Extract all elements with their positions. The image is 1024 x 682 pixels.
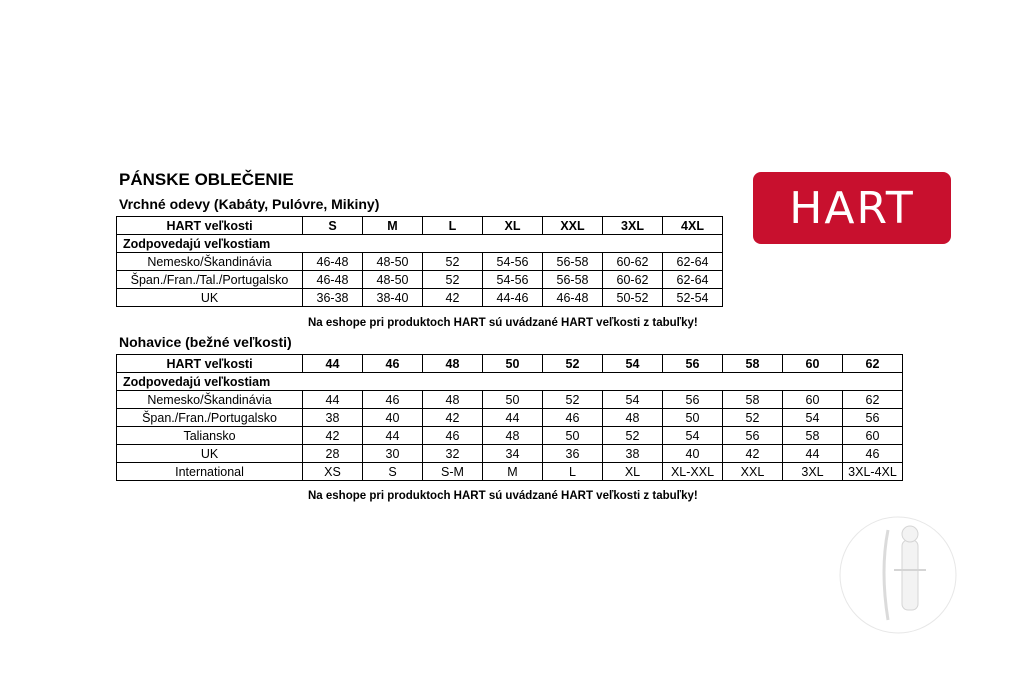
size-cell: 48 [603, 409, 663, 427]
size-cell: 56 [663, 391, 723, 409]
size-cell: 38 [303, 409, 363, 427]
size-cell: 62 [843, 391, 903, 409]
size-cell: 52 [423, 271, 483, 289]
size-cell: 58 [783, 427, 843, 445]
size-cell: 48-50 [363, 253, 423, 271]
size-cell: 54-56 [483, 253, 543, 271]
size-cell: 36-38 [303, 289, 363, 307]
header-cell: HART veľkosti [117, 217, 303, 235]
size-cell: 46 [423, 427, 483, 445]
header-cell: 44 [303, 355, 363, 373]
region-cell: Špan./Fran./Tal./Portugalsko [117, 271, 303, 289]
size-cell: 42 [303, 427, 363, 445]
table-row [117, 391, 903, 409]
size-cell: 50 [543, 427, 603, 445]
region-cell: Nemesko/Škandinávia [117, 391, 303, 409]
subheader-cell: Zodpovedajú veľkostiam [117, 235, 723, 253]
header-cell: 46 [363, 355, 423, 373]
section-heading-outerwear: Vrchné odevy (Kabáty, Pulóvre, Mikiny) [119, 196, 380, 212]
size-cell: 60 [843, 427, 903, 445]
header-cell: 62 [843, 355, 903, 373]
size-cell: 60-62 [603, 253, 663, 271]
region-cell: International [117, 463, 303, 481]
size-table-outerwear [116, 216, 723, 307]
size-cell: 52 [603, 427, 663, 445]
table-header-row [117, 217, 723, 235]
size-cell: 40 [663, 445, 723, 463]
size-cell: 56-58 [543, 271, 603, 289]
size-cell: 50 [483, 391, 543, 409]
size-cell: 38-40 [363, 289, 423, 307]
size-cell: 3XL [783, 463, 843, 481]
table-note: Na eshope pri produktoch HART sú uvádzané HART veľkosti z tabuľky! [308, 490, 698, 502]
page-title: PÁNSKE OBLEČENIE [119, 170, 294, 189]
header-cell: XXL [543, 217, 603, 235]
size-cell: 54 [783, 409, 843, 427]
header-cell: 60 [783, 355, 843, 373]
size-cell: 46-48 [543, 289, 603, 307]
size-cell: L [543, 463, 603, 481]
region-cell: Špan./Fran./Portugalsko [117, 409, 303, 427]
size-cell: S-M [423, 463, 483, 481]
size-cell: 48-50 [363, 271, 423, 289]
size-cell: XL [603, 463, 663, 481]
size-cell: 56 [723, 427, 783, 445]
size-cell: 46 [363, 391, 423, 409]
table-row [117, 427, 903, 445]
size-cell: 62-64 [663, 253, 723, 271]
size-cell: 44 [483, 409, 543, 427]
size-cell: XS [303, 463, 363, 481]
size-cell: 48 [483, 427, 543, 445]
size-cell: 54 [663, 427, 723, 445]
header-cell: S [303, 217, 363, 235]
header-cell: 48 [423, 355, 483, 373]
size-cell: XL-XXL [663, 463, 723, 481]
header-cell: 58 [723, 355, 783, 373]
size-cell: 50-52 [603, 289, 663, 307]
size-cell: 62-64 [663, 271, 723, 289]
size-cell: 60 [783, 391, 843, 409]
region-cell: Taliansko [117, 427, 303, 445]
table-row [117, 463, 903, 481]
size-cell: M [483, 463, 543, 481]
header-cell: L [423, 217, 483, 235]
size-cell: 3XL-4XL [843, 463, 903, 481]
size-cell: 42 [723, 445, 783, 463]
size-cell: 44 [783, 445, 843, 463]
size-cell: 60-62 [603, 271, 663, 289]
table-subheader-row [117, 373, 903, 391]
size-cell: 54-56 [483, 271, 543, 289]
header-cell: XL [483, 217, 543, 235]
table-row [117, 289, 723, 307]
region-cell: UK [117, 445, 303, 463]
size-cell: 40 [363, 409, 423, 427]
size-cell: 44-46 [483, 289, 543, 307]
table-row [117, 253, 723, 271]
subheader-cell: Zodpovedajú veľkostiam [117, 373, 903, 391]
region-cell: UK [117, 289, 303, 307]
size-cell: 56 [843, 409, 903, 427]
header-cell: 54 [603, 355, 663, 373]
header-cell: 52 [543, 355, 603, 373]
size-cell: 28 [303, 445, 363, 463]
size-cell: S [363, 463, 423, 481]
size-cell: 54 [603, 391, 663, 409]
size-cell: 46 [543, 409, 603, 427]
size-cell: 32 [423, 445, 483, 463]
size-cell: 46-48 [303, 253, 363, 271]
size-cell: 42 [423, 289, 483, 307]
mascot-watermark-icon [818, 510, 978, 640]
size-cell: 52 [543, 391, 603, 409]
size-cell: 48 [423, 391, 483, 409]
size-cell: 52 [723, 409, 783, 427]
header-cell: 4XL [663, 217, 723, 235]
size-cell: 50 [663, 409, 723, 427]
size-cell: 56-58 [543, 253, 603, 271]
size-cell: 42 [423, 409, 483, 427]
table-row [117, 271, 723, 289]
table-note: Na eshope pri produktoch HART sú uvádzané HART veľkosti z tabuľky! [308, 317, 698, 329]
header-cell: HART veľkosti [117, 355, 303, 373]
hart-logo [753, 172, 951, 244]
header-cell: 56 [663, 355, 723, 373]
table-row [117, 409, 903, 427]
table-header-row [117, 355, 903, 373]
size-table-trousers [116, 354, 903, 481]
region-cell: Nemesko/Škandinávia [117, 253, 303, 271]
size-cell: 52 [423, 253, 483, 271]
section-heading-trousers: Nohavice (bežné veľkosti) [119, 334, 292, 350]
size-cell: 58 [723, 391, 783, 409]
size-cell: 34 [483, 445, 543, 463]
header-cell: 3XL [603, 217, 663, 235]
size-cell: 36 [543, 445, 603, 463]
size-cell: XXL [723, 463, 783, 481]
size-cell: 30 [363, 445, 423, 463]
size-cell: 46-48 [303, 271, 363, 289]
header-cell: M [363, 217, 423, 235]
table-subheader-row [117, 235, 723, 253]
header-cell: 50 [483, 355, 543, 373]
size-cell: 46 [843, 445, 903, 463]
size-cell: 38 [603, 445, 663, 463]
size-cell: 44 [363, 427, 423, 445]
size-cell: 52-54 [663, 289, 723, 307]
logo-text: HART [789, 182, 915, 234]
size-cell: 44 [303, 391, 363, 409]
table-row [117, 445, 903, 463]
